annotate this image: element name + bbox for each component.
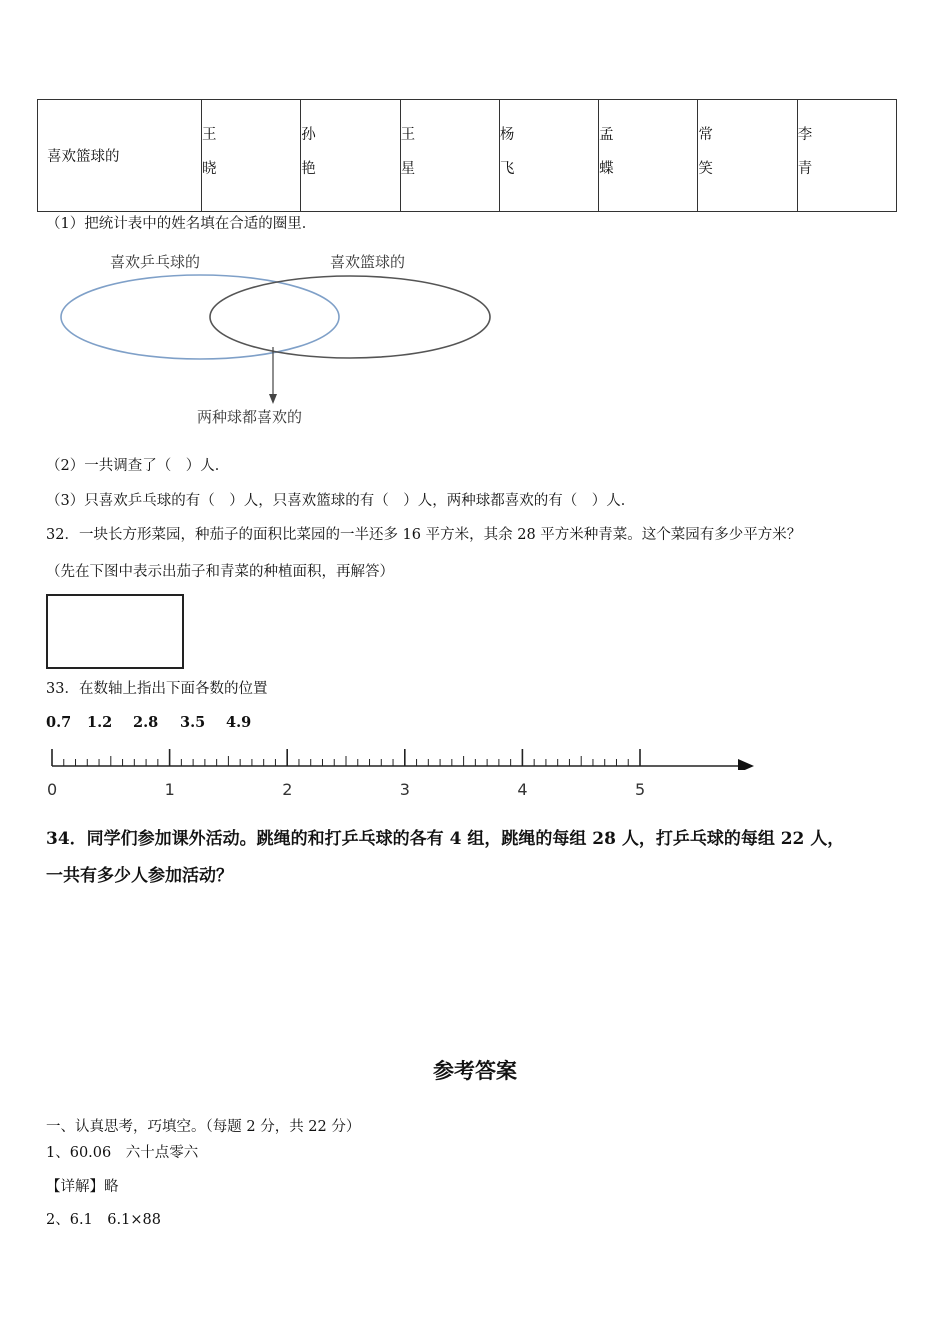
name-cell: 杨 飞 [499, 100, 598, 212]
table-header-cell: 喜欢篮球的 [38, 100, 202, 212]
venn-arrow-head [269, 394, 277, 404]
name-cell: 孟 蝶 [599, 100, 698, 212]
answer-1: 1、60.06 六十点零六 [46, 1145, 199, 1161]
answer-section-title: 一、认真思考，巧填空。（每题 2 分，共 22 分） [46, 1119, 361, 1135]
question-34-line2: 一共有多少人参加活动？ [46, 866, 233, 886]
question-32-line1: 32．一块长方形菜园，种茄子的面积比菜园的一半还多 16 平方米，其余 28 平方米种青菜。这个菜园有多少平方米？ [46, 527, 802, 543]
name-cell: 李 青 [797, 100, 896, 212]
number-0: 0.7 [46, 714, 72, 731]
name-cell: 常 笑 [698, 100, 797, 212]
garden-rectangle [46, 594, 184, 669]
venn-circle-left [61, 275, 339, 359]
venn-both-label: 两种球都喜欢的 [197, 408, 303, 426]
name-cell: 孙 艳 [301, 100, 400, 212]
venn-left-label: 喜欢乒乓球的 [110, 253, 201, 271]
number-3: 3.5 [180, 714, 206, 731]
name-cell: 王 星 [400, 100, 499, 212]
number-2: 2.8 [133, 714, 159, 731]
question-34-line1: 34．同学们参加课外活动。跳绳的和打乒乓球的各有 4 组，跳绳的每组 28 人，打乒乓球的每组 22 人， [46, 829, 845, 849]
answer-2: 2、6.1 6.1×88 [46, 1212, 161, 1228]
venn-diagram [55, 270, 500, 410]
answer-title: 参考答案 [433, 1059, 517, 1083]
number-4: 4.9 [226, 714, 252, 731]
number-line-label: 3 [399, 780, 410, 799]
number-line-label: 0 [47, 780, 58, 799]
answer-detail: 【详解】略 [46, 1179, 119, 1195]
names-table [37, 99, 897, 212]
question-1: （1）把统计表中的姓名填在合适的圈里． [46, 216, 317, 232]
question-32-line2: （先在下图中表示出茄子和青菜的种植面积，再解答） [46, 564, 394, 580]
number-line-label: 4 [517, 780, 528, 799]
number-line-label: 5 [635, 780, 646, 799]
question-33-title: 33．在数轴上指出下面各数的位置 [46, 681, 268, 697]
name-cell: 王 晓 [202, 100, 301, 212]
number-line-label: 2 [282, 780, 293, 799]
number-line-label: 1 [164, 780, 175, 799]
question-3: （3）只喜欢乒乓球的有（ ）人，只喜欢篮球的有（ ）人，两种球都喜欢的有（ ）人． [46, 493, 636, 509]
number-line-arrow [738, 759, 754, 770]
venn-right-label: 喜欢篮球的 [330, 253, 406, 271]
number-line [40, 740, 770, 770]
venn-circle-right [210, 276, 490, 358]
question-2: （2）一共调查了（ ）人． [46, 458, 230, 474]
number-1: 1.2 [87, 714, 113, 731]
